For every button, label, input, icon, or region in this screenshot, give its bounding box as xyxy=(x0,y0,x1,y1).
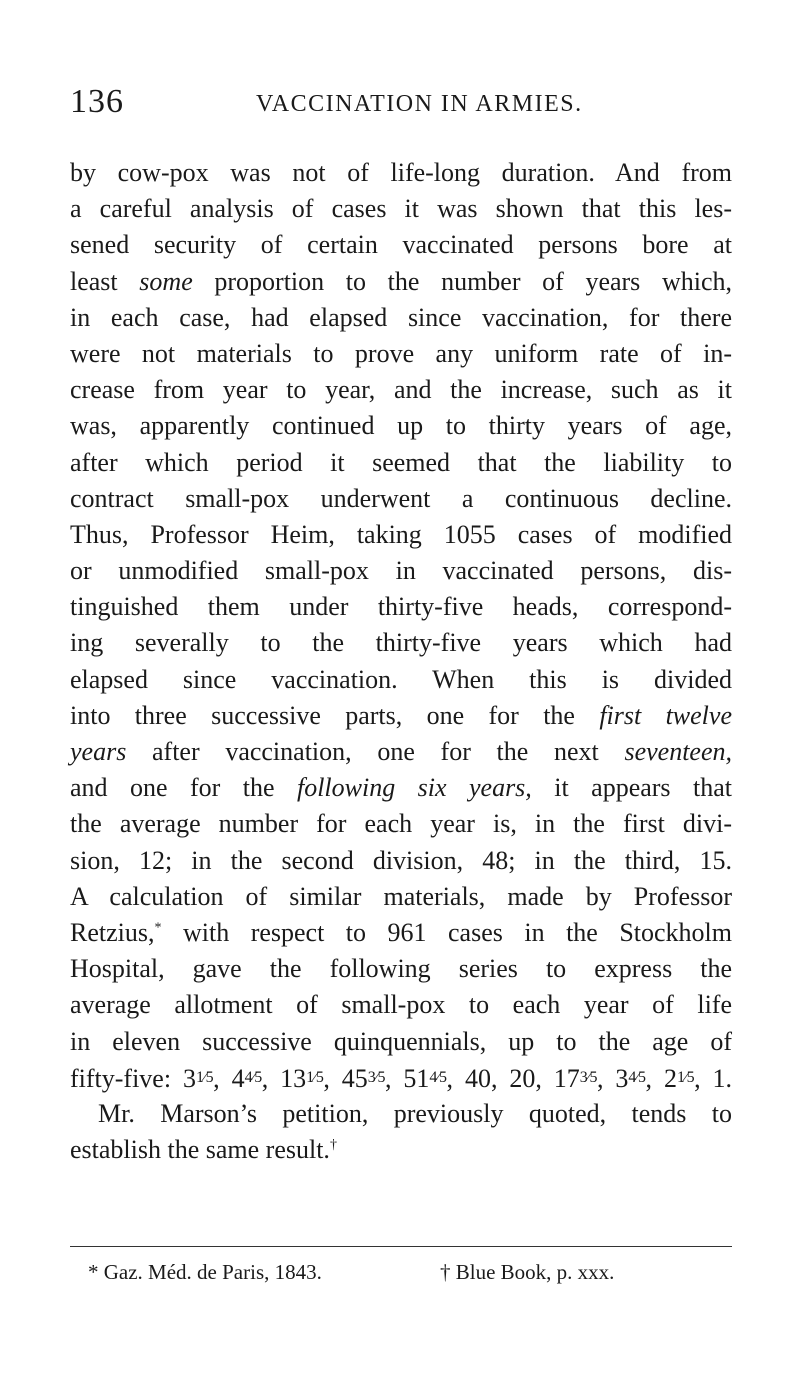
fraction: 3⁄5 xyxy=(579,1068,597,1086)
text-run: , 1. xyxy=(694,1063,733,1093)
text-run: Retzius, xyxy=(70,917,155,947)
fraction: 1⁄5 xyxy=(195,1068,214,1086)
text-run: it appears that xyxy=(531,773,732,803)
emphasis: following six years, xyxy=(296,773,532,803)
page-number: 136 xyxy=(70,83,124,120)
text-line: after which period it seemed that the liability to xyxy=(70,447,732,477)
text-run: , 4 xyxy=(213,1063,245,1093)
emphasis: years xyxy=(70,737,127,766)
text-line: ing severally to the thirty-five years which had xyxy=(70,628,732,658)
text-run: , 3 xyxy=(596,1063,629,1093)
text-line: sion, 12; in the second division, 48; in the third, 15. xyxy=(70,845,732,875)
fraction: 1⁄5 xyxy=(676,1068,695,1086)
body-text xyxy=(70,155,732,1168)
text-run: , 40, 20, 17 xyxy=(446,1063,580,1093)
text-run: after vaccination, one for the next xyxy=(126,737,625,766)
text-line: the average number for each year is, in the first divi- xyxy=(70,809,732,839)
fraction: 3⁄5 xyxy=(367,1068,385,1086)
text-line: Mr. Marson’s petition, previously quoted, tends to xyxy=(98,1098,732,1128)
emphasis: some xyxy=(139,266,193,296)
text-line: elapsed since vaccination. When this is divided xyxy=(70,664,732,694)
text-line: contract small-pox underwent a continuous decline. xyxy=(70,483,732,513)
text-run: into three successive parts, one for the xyxy=(70,700,600,730)
text-line: sened security of certain vaccinated persons bore at xyxy=(70,230,732,260)
text-line: in eleven successive quinquennials, up to the age of xyxy=(70,1026,732,1056)
text-run: , 13 xyxy=(261,1063,307,1093)
text-line: or unmodified small-pox in vaccinated persons, dis- xyxy=(70,556,732,586)
fraction: 4⁄5 xyxy=(628,1068,646,1086)
footnote-dagger: † Blue Book, p. xxx. xyxy=(440,1260,615,1284)
footnote-marker: † xyxy=(329,1137,337,1153)
emphasis: seventeen, xyxy=(624,737,732,766)
text-line: a careful analysis of cases it was shown that this les- xyxy=(70,194,732,224)
text-line: by cow-pox was not of life-long duration. And from xyxy=(70,158,732,187)
footnote-star: * Gaz. Méd. de Paris, 1843. xyxy=(88,1260,322,1284)
text-run: fifty-five: 3 xyxy=(70,1063,196,1093)
text-run: establish the same result. xyxy=(70,1135,330,1165)
text-run: and one for the xyxy=(70,773,297,803)
text-line: Thus, Professor Heim, taking 1055 cases of modified xyxy=(70,519,732,549)
text-run: , 45 xyxy=(323,1063,368,1093)
text-line xyxy=(70,698,732,734)
text-line: A calculation of similar materials, made by Professor xyxy=(70,881,732,911)
text-line: were not materials to prove any uniform rate of in- xyxy=(70,338,732,368)
fraction: 4⁄5 xyxy=(429,1068,447,1086)
text-line xyxy=(70,770,732,806)
text-line: Hospital, gave the following series to express the xyxy=(70,954,732,984)
text-line: average allotment of small-pox to each year of life xyxy=(70,990,732,1020)
fraction: 4⁄5 xyxy=(244,1068,262,1086)
text-line xyxy=(70,1060,732,1096)
text-line xyxy=(70,734,732,770)
text-run: , 2 xyxy=(645,1063,677,1093)
text-run: with respect to 961 cases in the Stockholm xyxy=(161,917,732,947)
text-line xyxy=(70,915,732,951)
text-line: tinguished them under thirty-five heads, correspond- xyxy=(70,592,732,622)
page-header xyxy=(70,78,730,126)
emphasis: first twelve xyxy=(599,700,732,730)
footnote-marker: * xyxy=(154,920,162,936)
text-run: , 51 xyxy=(384,1063,430,1093)
text-line xyxy=(70,264,732,300)
footnote-rule xyxy=(70,1246,732,1247)
fraction: 1⁄5 xyxy=(306,1068,324,1086)
text-line xyxy=(70,1132,732,1168)
text-line: in each case, had elapsed since vaccination, for there xyxy=(70,302,732,332)
text-line: crease from year to year, and the increase, such as it xyxy=(70,375,732,405)
running-head: VACCINATION IN ARMIES. xyxy=(256,91,583,117)
text-run: proportion to the number of years which, xyxy=(192,266,732,296)
text-run: least xyxy=(70,266,140,296)
text-line: was, apparently continued up to thirty years of age, xyxy=(70,411,732,441)
